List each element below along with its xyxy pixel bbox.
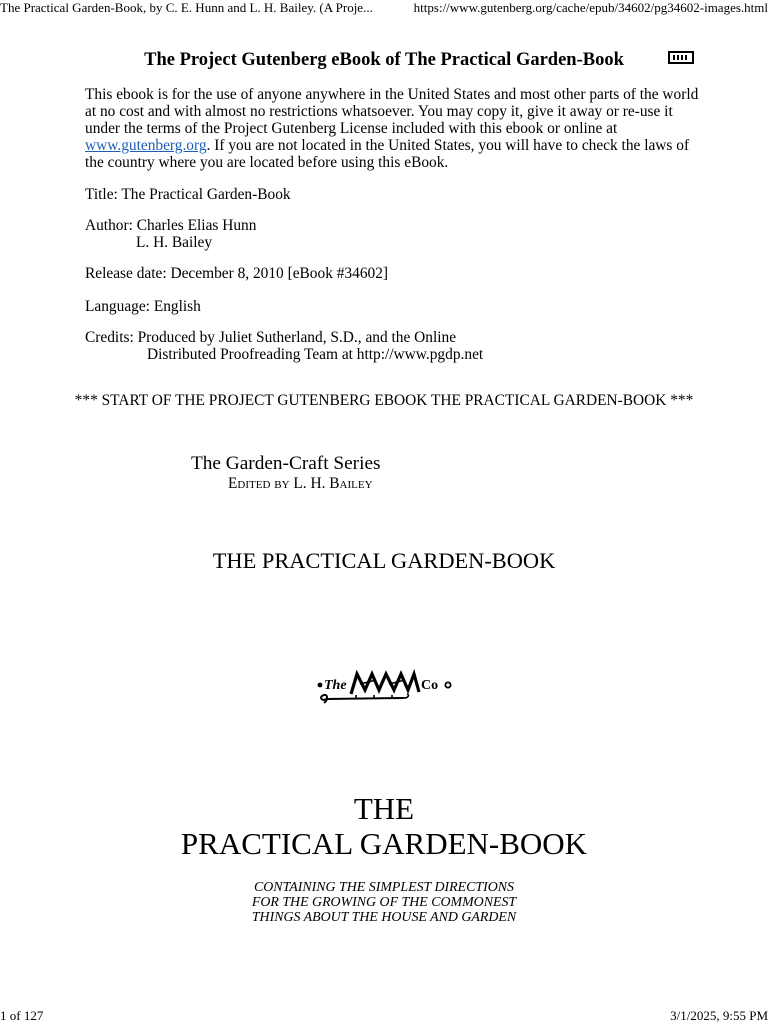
ebook-heading: The Project Gutenberg eBook of The Practical Garden-Book (144, 50, 624, 70)
start-marker: *** START OF THE PROJECT GUTENBERG EBOOK THE PRACTICAL GARDEN-BOOK *** (74, 391, 694, 409)
metadata-label: Credits: (85, 328, 134, 346)
title-page-line2: PRACTICAL GARDEN-BOOK (180, 825, 588, 861)
series-editor: Edited by L. H. Bailey (228, 475, 373, 492)
intro-line (85, 137, 689, 154)
half-title: THE PRACTICAL GARDEN-BOOK (212, 548, 556, 573)
logo-text-right: Co (421, 678, 439, 693)
metadata-label: Title: (85, 185, 118, 203)
print-header-url: https://www.gutenberg.org/cache/epub/34602/pg34602-images.html (413, 0, 768, 15)
metadata-label: Language: (85, 297, 150, 315)
intro-line: the country where you are located before using this eBook. (85, 153, 449, 171)
metadata-value: Charles Elias Hunn (136, 216, 257, 234)
publisher-logo (314, 664, 456, 708)
metadata-label: Author: (85, 216, 133, 234)
metadata-language (85, 298, 201, 315)
metadata-release-date (85, 265, 388, 282)
subtitle-line: CONTAINING THE SIMPLEST DIRECTIONS (254, 879, 514, 895)
print-header-title: The Practical Garden-Book, by C. E. Hunn and L. H. Bailey. (A Proje... (0, 0, 373, 15)
print-datetime: 3/1/2025, 9:55 PM (670, 1008, 768, 1023)
subtitle-line: THINGS ABOUT THE HOUSE AND GARDEN (251, 909, 517, 925)
metadata-label: Release date: (85, 264, 167, 282)
book-cover-icon (668, 51, 694, 64)
metadata-title (85, 186, 291, 203)
gutenberg-link[interactable]: www.gutenberg.org (85, 136, 207, 154)
page-indicator: 1 of 127 (0, 1008, 44, 1023)
intro-line: at no cost and with almost no restrictions whatsoever. You may copy it, give it away or re-use it (85, 102, 673, 120)
subtitle-line: FOR THE GROWING OF THE COMMONEST (251, 894, 517, 910)
metadata-author (85, 217, 256, 234)
metadata-value: English (153, 297, 201, 315)
intro-line: This ebook is for the use of anyone anywhere in the United States and most other parts of the world (85, 85, 699, 103)
metadata-value: December 8, 2010 [eBook #34602] (170, 264, 389, 282)
metadata-value: The Practical Garden-Book (121, 185, 291, 203)
metadata-credits-second: Distributed Proofreading Team at http://www.pgdp.net (147, 345, 484, 363)
logo-dot-left (318, 683, 323, 688)
intro-line: under the terms of the Project Gutenberg License included with this ebook or online at (85, 119, 618, 137)
logo-dot-right (445, 682, 450, 687)
title-page-line1: THE (353, 790, 415, 826)
intro-line-rest: . If you are not located in the United States, you will have to check the laws of (206, 136, 690, 154)
metadata-credits (85, 329, 456, 346)
logo-text-left: The (324, 678, 347, 693)
series-name: The Garden-Craft Series (191, 453, 381, 474)
metadata-value: Produced by Juliet Sutherland, S.D., and the Online (137, 328, 457, 346)
metadata-author-second: L. H. Bailey (136, 233, 213, 251)
